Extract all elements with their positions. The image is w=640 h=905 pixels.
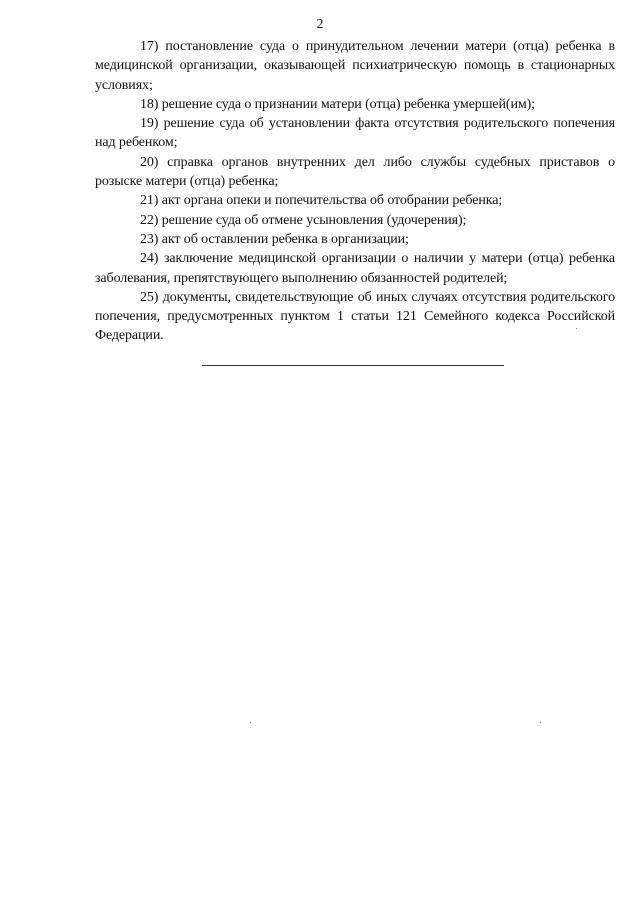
list-item-24: 24) заключение медицинской организации о наличии у матери (отца) ребенка заболевания, препятствующего выполнению обязанностей родителей; [95, 251, 615, 286]
page-number: 2 [316, 17, 324, 32]
list-item-21: 21) акт органа опеки и попечительства об отобрании ребенка; [140, 193, 503, 209]
scan-speck [250, 722, 251, 723]
list-item-23: 23) акт об оставлении ребенка в организации; [140, 231, 409, 247]
end-divider-line [202, 365, 504, 366]
list-item-22: 22) решение суда об отмене усыновления (удочерения); [140, 212, 467, 228]
list-item-19: 19) решение суда об установлении факта отсутствия родительского попечения над ребенком; [95, 116, 615, 151]
list-item-17: 17) постановление суда о принудительном лечении матери (отца) ребенка в медицинской организации, оказывающей психиатрическую помощь в стационарных условиях; [95, 39, 615, 93]
document-body [95, 37, 615, 346]
scan-speck [576, 328, 577, 329]
scan-speck [540, 722, 541, 723]
list-item-18: 18) решение суда о признании матери (отца) ребенка умершей(им); [140, 96, 535, 112]
list-item-20: 20) справка органов внутренних дел либо службы судебных приставов о розыске матери (отца) ребенка; [95, 154, 615, 190]
list-item-25: 25) документы, свидетельствующие об иных случаях отсутствия родительского попечения, предусмотренных пунктом 1 статьи 121 Семейного кодекса Российской Федерации. [95, 289, 615, 344]
